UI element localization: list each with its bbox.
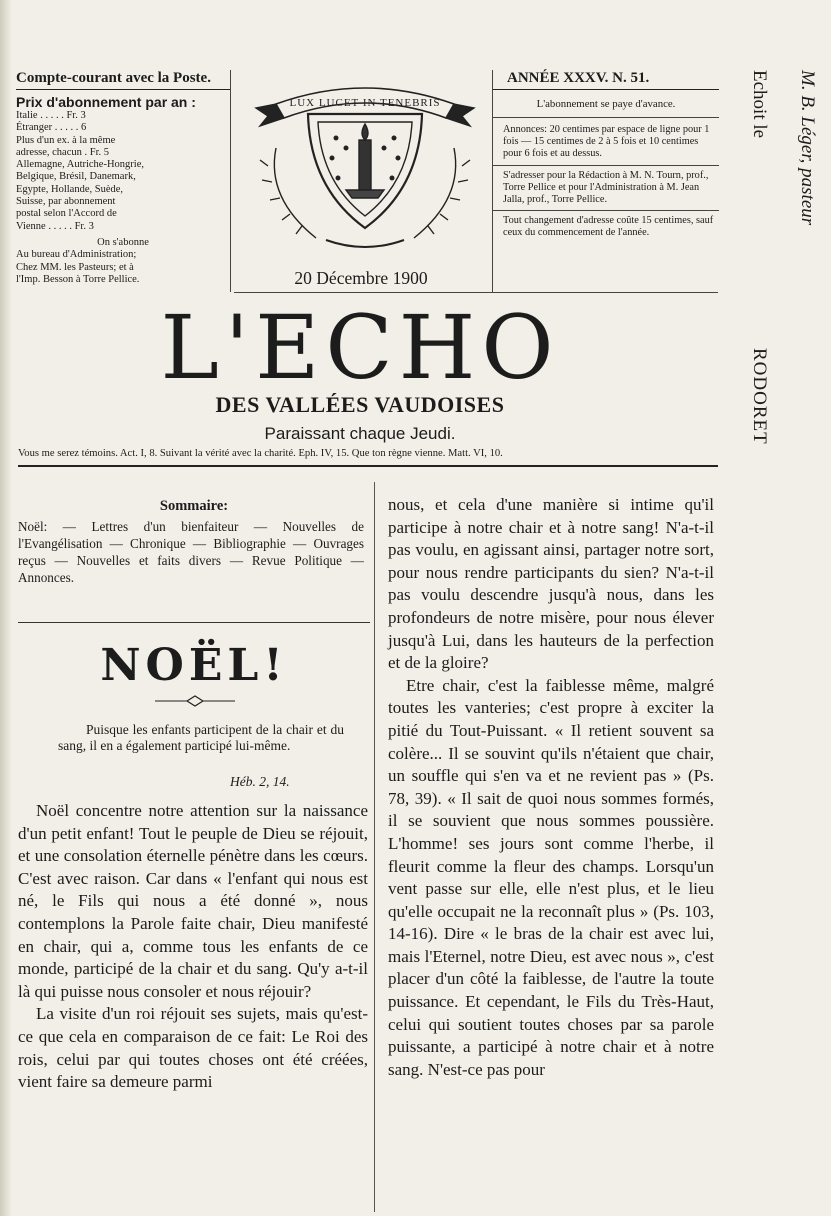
price-line: Étranger . . . . . 6 <box>16 122 87 134</box>
price-line: Italie . . . . . Fr. 3 <box>16 110 86 121</box>
price-line: Plus d'un ex. à la même <box>16 134 116 146</box>
contact-info: S'adresser pour la Rédaction à M. N. Tourn, prof., Torre Pellice et pour l'Administration à M. Jean Jalla, prof., Torre Pellice. <box>493 170 719 212</box>
price-line: postal selon l'Accord de <box>16 208 117 220</box>
address-change-note: Tout changement d'adresse coûte 15 centimes, sauf ceux du commencement de l'année. <box>503 215 714 239</box>
article-title: NOËL! <box>100 640 288 691</box>
paragraph: Noël concentre notre attention sur la naissance d'un petit enfant! Tout le peuple de Dieu se réjouit, et une consolation éternelle pénètre dans les cœurs. C'est avec raison. Car dans « l'enfant qui nous est né, le Fils qui nous a été donné », nous contemplons la Parole faite chair, Dieu manifesté en chair, qui a, comme tous les enfants de ce monde, participé de la chair et du sang. Qu'y a-t-il là qui puisse nous consoler et nous réjouir? <box>18 801 368 1001</box>
vaudois-emblem-logo <box>246 78 484 258</box>
publication-frequency: Paraissant chaque Jeudi. <box>264 424 456 443</box>
price-line: Allemagne, Autriche-Hongrie, <box>16 159 144 171</box>
margin-place: RODORET <box>749 348 770 445</box>
masthead-motto: Vous me serez témoins. Act. I, 8. Suivant la vérité avec la charité. Eph. IV, 15. Que ton règne vienne. Matt. VI, 10. <box>18 448 718 467</box>
postal-account-line: Compte-courant avec la Poste. <box>16 70 230 90</box>
masthead-title: L'ECHO <box>160 296 560 399</box>
divider <box>234 292 718 293</box>
epigraph-reference: Héb. 2, 14. <box>230 774 290 789</box>
paragraph: La visite d'un roi réjouit ses sujets, mais qu'est-ce que cela en comparaison de ce fait: Le Roi des rois, celui par qui toutes choses ont été créées, vient faire sa demeure parmi <box>18 1004 368 1092</box>
price-line: Vienne . . . . . Fr. 3 <box>16 220 94 232</box>
page-edge-shadow <box>0 0 12 1216</box>
margin-expiry-label: Echoit le <box>749 70 770 139</box>
price-title: Prix d'abonnement par an : <box>16 94 196 110</box>
price-line: adresse, chacun . Fr. 5 <box>16 146 110 158</box>
issue-number: ANNÉE XXXV. N. 51. <box>493 70 719 90</box>
masthead-subtitle: DES VALLÉES VAUDOISES <box>215 392 505 417</box>
info-box <box>492 70 719 292</box>
margin-recipient-name: M. B. Léger, pasteur <box>797 70 818 226</box>
summary-title: Sommaire: <box>159 498 229 514</box>
issue-date: 20 Décembre 1900 <box>294 268 428 288</box>
article-column-2 <box>388 494 714 1081</box>
ads-rates: Annonces: 20 centimes par espace de ligne pour 1 fois — 15 centimes de 2 à 5 fois et 10 centimes pour 6 fois et au dessus. <box>493 124 719 166</box>
price-line: Belgique, Brésil, Danemark, <box>16 171 136 183</box>
payment-note: L'abonnement se paye d'avance. <box>493 98 719 118</box>
paragraph: nous, et cela d'une manière si intime qu'il participe à notre chair et à notre sang! N'a-t-il pas voulu, en agissant ainsi, partager notre sort, pour nous rendre participants du sien? N'a-t-il pas voulu descendre jusqu'à nous, dans les profondeurs de notre misère, pour nous élever jusqu'à Lui, dans les hauteurs de la perfection et de la gloire? <box>388 495 714 673</box>
summary-text: Noël: — Lettres d'un bienfaiteur — Nouvelles de l'Evangélisation — Chronique — Bibliographie — Ouvrages reçus — Nouvelles et faits divers — Revue Politique — Annonces. <box>18 519 364 585</box>
ornament-divider <box>155 694 235 708</box>
article-column-1 <box>18 800 368 1094</box>
subscribe-line: l'Imp. Besson à Torre Pellice. <box>16 273 140 285</box>
subscribe-line: On s'abonne <box>97 236 149 248</box>
subscribe-line: Chez MM. les Pasteurs; et à <box>16 261 134 273</box>
epigraph: Puisque les enfants participent de la chair et du sang, il en a également participé lui-même. <box>58 722 344 753</box>
column-divider <box>374 482 375 1212</box>
subscription-box <box>16 70 231 292</box>
subscribe-line: Au bureau d'Administration; <box>16 249 137 261</box>
price-line: Suisse, par abonnement <box>16 196 116 208</box>
price-line: Egypte, Hollande, Suède, <box>16 183 124 195</box>
divider <box>18 622 370 623</box>
emblem-motto: LUX LUCET IN TENEBRIS <box>289 97 441 109</box>
paragraph: Etre chair, c'est la faiblesse même, malgré toutes les vanteries; c'est propre à exciter la pitié du Tout-Puissant. « Il retient souvent sa colère... Il se souvint qu'ils n'étaient que chair, un souffle qui s'en va et ne revient pas » (Ps. 78, 39). « Il sait de quoi nous sommes formés, il se souvient que nous sommes poussière. L'homme! ses jours sont comme l'herbe, il fleurit comme la fleur des champs. Lorsqu'un vent passe sur elle, elle n'est plus, et le lieu qu'elle occupait ne la reconnaît plus » (Ps. 103, 14-16). Dire « le bras de la chair est avec lui, mais l'Eternel, notre Dieu, est avec nous », c'est placer d'un côté la faiblesse, de l'autre la toute puissance. Et cependant, le Fils du Très-Haut, celui qui soutient toutes choses par sa parole puissante, a participé à notre chair et à notre sang. N'est-ce pas pour <box>388 675 714 1079</box>
